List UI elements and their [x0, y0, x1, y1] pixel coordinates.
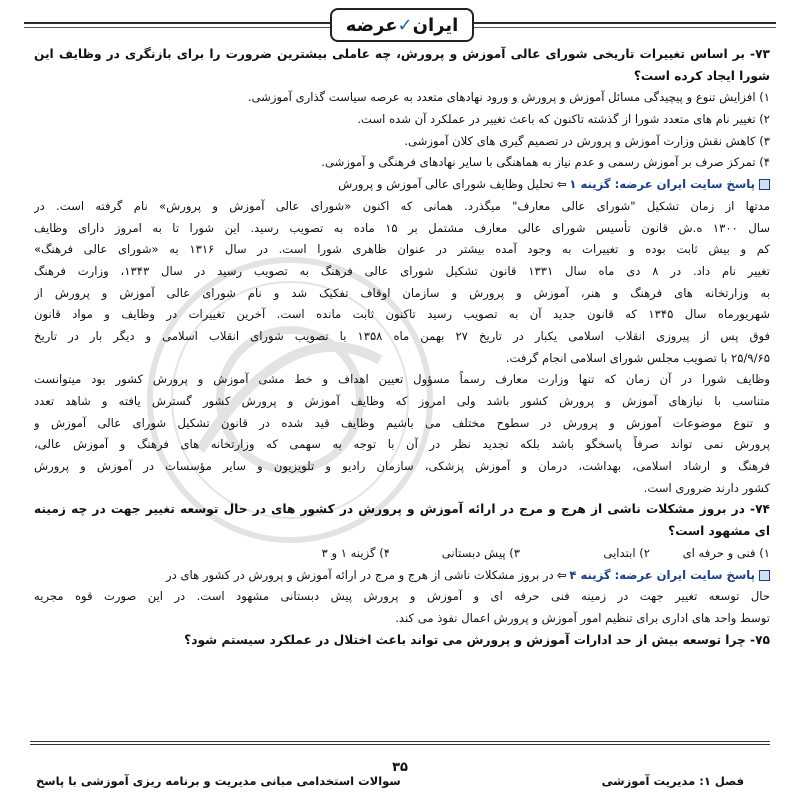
q73-option-2: ۲) تغییر نام های متعدد شورا از گذشته تاکنون که باعث تغییر در عملکرد آن شده است.	[357, 112, 770, 127]
q74-option-3: ۳) پیش دبستانی	[441, 545, 520, 560]
site-logo	[330, 8, 474, 42]
header-rule-right	[470, 22, 776, 24]
page-number: ۳۵	[392, 760, 408, 775]
q74-answer-tag: پاسخ سایت ایران عرضه: گزینه ۴	[569, 567, 755, 582]
q73-answer-title: تحلیل وظایف شورای عالی آموزش و پرورش	[338, 177, 554, 192]
footer-chapter: فصل ۱: مدیریت آموزشی	[601, 774, 744, 788]
q73-explanation-line: و تنوع موضوعات آموزش و پرورش در سطوح مختلف می باشیم وظایف قید شده در قانون تشکیل شورای عالی آموزش و	[34, 415, 770, 430]
q74-answer-heading	[34, 565, 770, 587]
answer-box-icon	[759, 179, 770, 190]
q73-explanation-line: کم و بیش ثابت بوده و تغییرات به وجود آمده بیشتر در عنوان ظاهری شورا است. در سال ۱۳۱۶ به «شورای عالی فرهنگ»	[34, 242, 770, 257]
header-rule-right-thin	[470, 27, 776, 28]
q74-option-4: ۴) گزینه ۱ و ۳	[321, 545, 390, 560]
q73-explanation-line: شهریورماه سال ۱۳۴۵ که قانون جدید آن به تصویب رسید تاکنون ثابت مانده است. آخرین تغییرات در وظایف و مواد قانون	[34, 307, 770, 322]
q73-option-4: ۴) تمرکز صرف بر آموزش رسمی و عدم نیاز به هماهنگی با سایر نهادهای فرهنگی و آموزشی.	[321, 155, 770, 170]
header-rule-left	[24, 22, 330, 24]
arrow-left-icon: ⇦	[556, 567, 567, 582]
question-74-line1: ۷۴- در بروز مشکلات ناشی از هرج و مرج در ارائه آموزش و پرورش در کشور های در حال توسعه تغییر جهت در چه زمینه	[34, 502, 770, 517]
q73-explanation-line: کشور دارند ضروری است.	[643, 480, 770, 495]
q74-option-1: ۱) فنی و حرفه ای	[682, 545, 770, 560]
logo-text-part2: عرضه	[345, 14, 398, 36]
q73-explanation-line: فوق پس از پیروزی انقلاب اسلامی یکبار در تاریخ ۲۷ بهمن ماه ۱۳۵۸ با تصویب شورای انقلاب اسلامی و دیگر بار در تاریخ	[34, 328, 770, 343]
q73-explanation-line: وظایف شورا در آن زمان که تنها وزارت معارف رسماً مسؤول تعیین اهداف و خط مشی آموزش و پرورش کشور بود میتوانست	[34, 372, 770, 387]
question-75-line1: ۷۵- چرا توسعه بیش از حد ادارات آموزش و پرورش می تواند باعث اختلال در عملکرد سیستم شود؟	[184, 632, 770, 647]
logo-text-part1: ایران	[412, 14, 459, 36]
q74-option-2: ۲) ابتدایی	[603, 545, 650, 560]
q73-explanation-line: سال ۱۳۰۰ ه.ش قانون تأسیس شورای عالی معارف مشتمل بر ۱۵ ماده به تصویب رسید. این شورا تا به امروز دارای وظایف	[34, 220, 770, 235]
q74-options-row	[34, 543, 770, 565]
q74-answer-line1: در بروز مشکلات ناشی از هرج و مرج در ارائه آموزش و پرورش در کشور های در	[166, 567, 554, 582]
question-74-line2: ای مشهود است؟	[668, 524, 770, 539]
q73-option-3: ۳) کاهش نقش وزارت آموزش و پرورش در تصمیم گیری های کلان آموزشی.	[404, 133, 770, 148]
q73-explanation-line: متناسب با نیازهای آموزش و پرورش کشور باشد ولی امروز که وظایف آموزش و پرورش کشور گسترش یافته و شاهد تعدد	[34, 394, 770, 408]
header-rule-left-thin	[24, 27, 330, 28]
q73-explanation-line: پرورش نمی تواند صرفاً پاسخگو باشد بلکه تجدید نظر در آن با توجه به سهمی که وزارتخانه های فرهنگ و آموزش عالی،	[34, 437, 770, 452]
question-73-line1: ۷۳- بر اساس تغییرات تاریخی شورای عالی آموزش و پرورش، چه عاملی بیشترین ضرورت را برای بازنگری در وظایف این	[34, 47, 770, 61]
q73-explanation-line: ۲۵/۹/۶۵ با تصویب مجلس شورای اسلامی انجام گرفت.	[505, 350, 770, 365]
q73-answer-heading	[34, 174, 770, 196]
arrow-left-icon: ⇦	[556, 177, 567, 192]
footer-rule-thin	[30, 744, 770, 745]
q73-explanation-line: فرهنگ و ارشاد اسلامی، بهداشت، درمان و آموزش پزشکی، سازمان رادیو و تلویزیون و سایر مؤسسات در آموزش و پرورش	[34, 459, 770, 474]
q73-explanation-line: مدتها از زمان تشکیل "شورای عالی معارف" میگذرد. همانی که اکنون «شورای عالی آموزش و پرورش» نام گرفته است. در	[34, 198, 770, 213]
q73-option-1: ۱) افزایش تنوع و پیچیدگی مسائل آموزش و پرورش و ورود نهادهای متعدد به عرصه سیاست گذاری آموزشی.	[247, 90, 770, 105]
question-73-line2: شورا ایجاد کرده است؟	[633, 68, 770, 83]
q74-answer-line2: حال توسعه تغییر جهت در زمینه فنی حرفه ای و آموزش و پرورش پیش دبستانی مشهود است. در این صورت قوه مجریه	[34, 589, 770, 604]
footer-book-title: سوالات استخدامی مبانی مدیریت و برنامه ریزی آموزشی با پاسخ	[36, 774, 401, 788]
q74-answer-line3: توسط واحد های اداری برای تنظیم امور آموزش و پرورش اعمال نفوذ می کند.	[395, 610, 770, 625]
q73-explanation-line: تغییر نام داد. در ۸ دی ماه سال ۱۳۳۱ قانون تشکیل شورای عالی فرهنگ به تصویب رسید در سال ۱۳۴۳، وزارت فرهنگ	[34, 263, 770, 278]
main-content	[34, 44, 770, 651]
q73-answer-tag: پاسخ سایت ایران عرضه: گزینه ۱	[569, 177, 755, 192]
q73-explanation-line: به وزارتخانه های فرهنگ و هنر، آموزش و پرورش و سازمان اوقاف تفکیک شد و نام شورای عالی آموزش و پرورش از	[34, 285, 770, 300]
answer-box-icon	[759, 570, 770, 581]
footer-rule	[30, 741, 770, 742]
logo-separator: ✓	[397, 14, 413, 36]
